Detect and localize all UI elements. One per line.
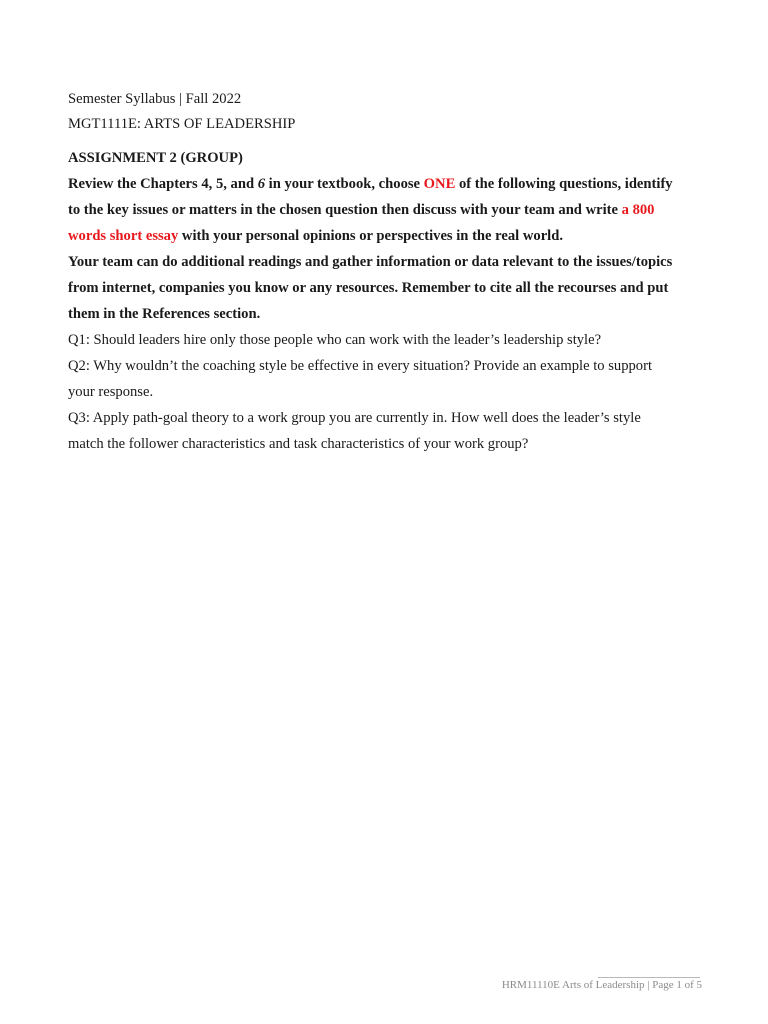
instructions-3-text-b: with your personal opinions or perspectives in the real world.	[178, 228, 563, 244]
instructions-1-line-1	[68, 171, 708, 197]
instructions-2-line-1: Your team can do additional readings and gather information or data relevant to the issues/topics	[68, 254, 673, 270]
instructions-paragraph-2	[68, 249, 708, 327]
question-2-line-2: your response.	[68, 384, 154, 400]
footer-divider	[598, 977, 700, 978]
page-content	[68, 87, 708, 457]
highlight-word-count: a 800	[621, 202, 655, 218]
instructions-1-text-d: of the following questions, identify	[455, 176, 673, 192]
question-list	[68, 327, 708, 457]
question-2-line-1: Q2: Why wouldn’t the coaching style be effective in every situation? Provide an example to support	[68, 358, 653, 374]
question-3-line-1: Q3: Apply path-goal theory to a work group you are currently in. How well does the leader’s style	[68, 410, 641, 426]
instructions-1-line-2	[68, 197, 708, 223]
question-3-line-2: match the follower characteristics and task characteristics of your work group?	[68, 436, 529, 452]
instructions-1-text-a: Review the Chapters 4, 5, and	[68, 176, 258, 192]
instructions-paragraph-1	[68, 171, 708, 249]
highlight-short-essay: words short essay	[68, 228, 179, 244]
instructions-2-text-a: to the key issues or matters in the chosen question then discuss with your team and write	[68, 202, 622, 218]
course-title: MGT1111E: ARTS OF LEADERSHIP	[68, 116, 296, 132]
semester-line: Semester Syllabus | Fall 2022	[68, 91, 242, 107]
highlight-one: ONE	[423, 176, 456, 192]
instructions-2-line-2: from internet, companies you know or any resources. Remember to cite all the recourses and put	[68, 280, 669, 296]
instructions-1-text-c: in your textbook, choose	[265, 176, 424, 192]
instructions-2-line-3: them in the References section.	[68, 306, 261, 322]
assignment-title: ASSIGNMENT 2 (GROUP)	[68, 150, 243, 166]
instructions-1-chapter-6: 6	[257, 176, 266, 192]
page-footer: HRM11110E Arts of Leadership | Page 1 of 5	[501, 979, 702, 991]
instructions-1-line-3	[68, 223, 708, 249]
question-1: Q1: Should leaders hire only those people who can work with the leader’s leadership style?	[68, 332, 602, 348]
